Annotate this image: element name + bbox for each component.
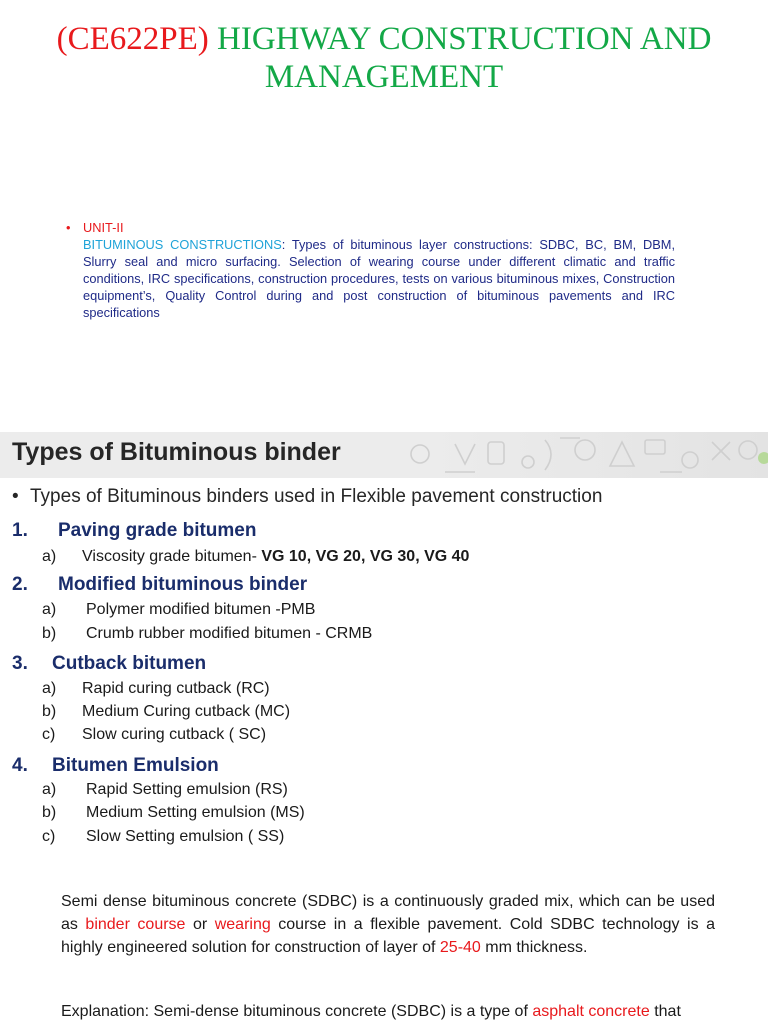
section-heading <box>12 520 256 542</box>
highlight-wearing: wearing <box>214 916 271 933</box>
section-heading <box>12 653 206 675</box>
list-item <box>42 680 270 698</box>
item-text: Medium Setting emulsion (MS) <box>86 804 305 821</box>
unit-bullet: • <box>66 220 71 235</box>
section-title: Cutback bitumen <box>52 653 207 674</box>
section-number: 3. <box>12 653 28 674</box>
para-text: Explanation: Semi-dense bituminous concrete (SDBC) is a type of <box>61 1003 533 1020</box>
section-title: Bitumen Emulsion <box>52 755 219 776</box>
list-item <box>42 781 288 799</box>
item-text: Crumb rubber modified bitumen - CRMB <box>86 625 373 642</box>
slide-heading: Types of Bituminous binder <box>12 438 341 466</box>
intro-text: Types of Bituminous binders used in Flexible pavement construction <box>30 486 603 507</box>
item-letter: c) <box>42 828 56 845</box>
course-name-line1: HIGHWAY CONSTRUCTION AND <box>217 21 712 57</box>
intro-bullet: • <box>12 486 19 507</box>
list-item <box>42 601 315 619</box>
list-item <box>42 703 290 721</box>
unit-description <box>83 236 675 321</box>
item-letter: a) <box>42 548 57 565</box>
para-text: mm thickness. <box>480 939 588 956</box>
item-letter: b) <box>42 625 57 642</box>
list-item <box>42 828 284 846</box>
section-title: Modified bituminous binder <box>58 574 308 595</box>
item-letter: b) <box>42 703 57 720</box>
item-text: Slow Setting emulsion ( SS) <box>86 828 285 845</box>
unit-description-text: : Types of bituminous layer constructions: SDBC, BC, BM, DBM, Slurry seal and micro surfacing. Selection of wearing course under different climatic and traffic conditions, IRC specifications, construction procedures, tests on various bituminous mixes, Construction equipment’s, Quality Control during and post construction of bituminous pavements and IRC specifications <box>83 237 675 320</box>
item-text: Rapid Setting emulsion (RS) <box>86 781 288 798</box>
course-code: (CE622PE) <box>56 21 209 57</box>
document-title <box>0 20 768 96</box>
item-letter: a) <box>42 680 57 697</box>
intro-line <box>12 486 602 508</box>
item-letter: c) <box>42 726 56 743</box>
para-text: Semi dense bituminous concrete (SDBC) is a continuously graded mix, which can be used as <box>61 893 715 933</box>
item-text: Rapid curing cutback (RC) <box>82 680 270 697</box>
section-number: 2. <box>12 574 28 595</box>
list-item <box>42 625 372 643</box>
unit-label: UNIT-II <box>83 220 124 235</box>
section-number: 4. <box>12 755 28 776</box>
unit-topic: BITUMINOUS CONSTRUCTIONS <box>83 237 282 252</box>
course-name-line2: MANAGEMENT <box>264 59 504 95</box>
list-item <box>42 548 469 566</box>
section-heading <box>12 574 307 596</box>
para-text: course in a flexible pavement. Cold SDBC technology is a highly engineered solution for construction of layer of <box>61 916 716 956</box>
list-item <box>42 726 266 744</box>
highlight-asphalt-concrete: asphalt concrete <box>532 1003 650 1020</box>
section-number: 1. <box>12 520 28 541</box>
para-text: or <box>185 916 215 933</box>
slide-header <box>0 432 768 478</box>
explanation-paragraph <box>61 1000 715 1023</box>
highlight-thickness: 25-40 <box>439 939 481 956</box>
section-heading <box>12 755 219 777</box>
sdbc-paragraph <box>61 890 715 959</box>
item-text: Slow curing cutback ( SC) <box>82 726 267 743</box>
item-letter: a) <box>42 781 57 798</box>
highlight-binder-course: binder course <box>85 916 186 933</box>
section-title: Paving grade bitumen <box>58 520 257 541</box>
item-text: Viscosity grade bitumen- <box>82 548 262 565</box>
item-bold-text: VG 10, VG 20, VG 30, VG 40 <box>261 548 470 565</box>
item-letter: a) <box>42 601 57 618</box>
item-text: Polymer modified bitumen -PMB <box>86 601 316 618</box>
list-item <box>42 804 305 822</box>
item-letter: b) <box>42 804 57 821</box>
para-text: that <box>649 1003 681 1020</box>
item-text: Medium Curing cutback (MC) <box>82 703 291 720</box>
